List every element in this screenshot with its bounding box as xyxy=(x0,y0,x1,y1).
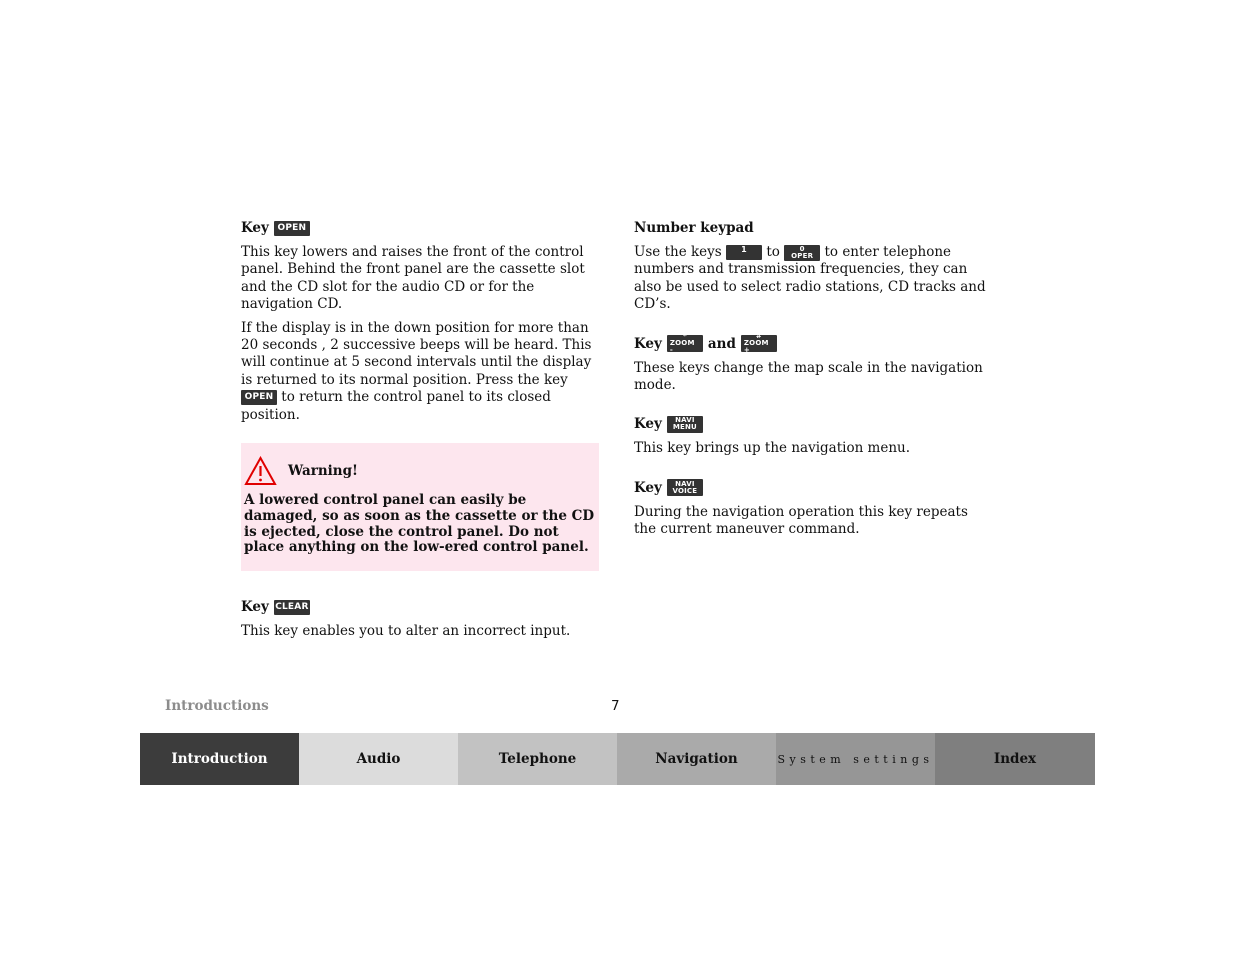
open-key-inline-icon: OPEN xyxy=(241,390,277,405)
left-column xyxy=(241,218,601,640)
clear-key-description: This key enables you to alter an incorrect input. xyxy=(241,623,571,640)
zoom-keys-description: These keys change the map scale in the navigation mode. xyxy=(634,359,983,394)
clear-key-icon: CLEAR xyxy=(274,600,310,615)
warning-triangle-icon xyxy=(244,456,277,486)
right-column xyxy=(634,218,994,539)
clear-key-heading: Key CLEAR xyxy=(241,599,309,616)
key-0-oper-icon: 0 OPER xyxy=(784,245,820,261)
warning-title: Warning! xyxy=(288,463,358,480)
number-keypad-heading: Number keypad xyxy=(634,220,754,236)
tab-audio[interactable]: Audio xyxy=(299,733,458,785)
tab-telephone[interactable]: Telephone xyxy=(458,733,617,785)
tab-navigation[interactable]: Navigation xyxy=(617,733,776,785)
navi-voice-key-heading: Key NAVI VOICE xyxy=(634,478,994,498)
warning-text: A lowered control panel can easily be damaged, so as soon as the cassette or the CD is ejected, close the control panel. Do not place anything on the low-ered control panel. xyxy=(244,492,595,556)
number-keypad-description: Use the keys 1 to 0 OPER to enter telephone numbers and transmission frequencies, they can also be used to select radio stations, CD tracks and CD’s. xyxy=(634,244,986,313)
chapter-tabs xyxy=(140,733,1095,785)
page-number: 7 xyxy=(611,698,620,714)
tab-index[interactable]: Index xyxy=(935,733,1095,785)
warning-box xyxy=(241,443,599,571)
zoom-minus-key-icon: * ZOOM - xyxy=(667,335,703,352)
navi-voice-key-description: During the navigation operation this key repeats the current maneuver command. xyxy=(634,503,968,538)
navi-voice-key-icon: NAVI VOICE xyxy=(667,479,703,496)
tab-introduction[interactable]: Introduction xyxy=(140,733,299,785)
key-1-icon: 1 xyxy=(726,245,762,260)
navi-menu-key-heading: Key NAVI MENU xyxy=(634,414,994,434)
navi-menu-key-icon: NAVI MENU xyxy=(667,416,703,433)
open-key-description: This key lowers and raises the front of the control panel. Behind the front panel are the cassette slot and the CD slot for the audio CD or for the navigation CD. xyxy=(241,244,585,313)
zoom-keys-heading: Key * ZOOM - and # ZOOM + xyxy=(634,334,994,354)
open-key-beeps-note: If the display is in the down position for more than 20 seconds , 2 successive beeps will be heard. This will continue at 5 second intervals until the display is returned to its normal position. Press the key OPEN to return the control panel to its closed position. xyxy=(241,319,592,423)
section-label: Introductions xyxy=(165,698,269,714)
open-key-icon: OPEN xyxy=(274,221,310,236)
open-key-heading: Key OPEN xyxy=(241,218,601,238)
warning-header xyxy=(244,455,595,487)
tab-system-settings[interactable]: System settings xyxy=(776,733,935,785)
navi-menu-key-description: This key brings up the navigation menu. xyxy=(634,440,911,457)
zoom-plus-key-icon: # ZOOM + xyxy=(741,335,777,352)
